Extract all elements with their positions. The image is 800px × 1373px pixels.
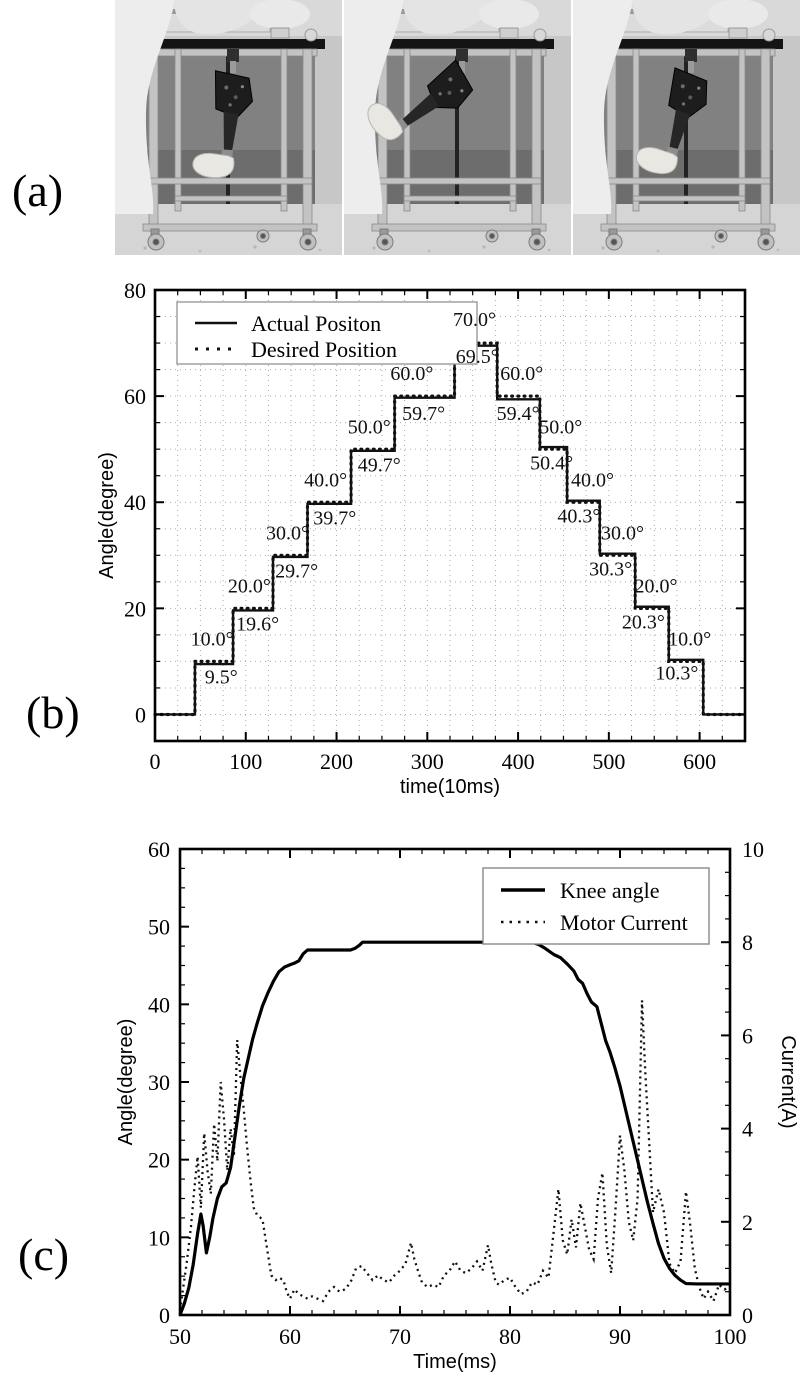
chart-text: 10.0° <box>190 628 234 651</box>
rig-knob <box>763 29 775 41</box>
chart-text: 4 <box>742 1116 753 1142</box>
chart-text: 40 <box>124 490 146 516</box>
chart-text: 39.7° <box>313 507 357 530</box>
chart-text: 9.5° <box>204 666 238 689</box>
chart-text: 100 <box>229 749 263 774</box>
chart-text: 60 <box>148 837 170 862</box>
chart-text: 60 <box>124 384 146 410</box>
chart-text: 0 <box>742 1303 753 1328</box>
chart-text: 10.3° <box>655 662 699 685</box>
chart-text: 40.0° <box>304 469 348 492</box>
panel-c-label: (c) <box>18 1229 70 1280</box>
chart-text: 20 <box>124 596 146 622</box>
chart-text: 80 <box>499 1324 521 1349</box>
rig-controller <box>500 28 518 38</box>
table-top <box>595 39 783 49</box>
chart-text: 70 <box>389 1324 411 1349</box>
chart-text: 0 <box>159 1303 170 1328</box>
chart-text: 30.0° <box>266 522 310 545</box>
chart-text: 60 <box>279 1324 301 1349</box>
photo-frame-1 <box>115 0 342 255</box>
mount-clamp <box>685 49 697 62</box>
chart-text: 20.0° <box>227 575 271 598</box>
chart-text: 69.5° <box>455 346 499 369</box>
chart-text: 50.0° <box>539 416 583 439</box>
table-top <box>366 39 554 49</box>
chart-text: 10 <box>742 837 764 862</box>
chart-text: 0 <box>135 702 146 728</box>
chart-text: 40.0° <box>571 469 615 492</box>
chart-text: 29.7° <box>275 560 319 583</box>
knee-angle-current-chart <box>90 830 800 1373</box>
rig-controller <box>271 28 289 38</box>
chart-text: 10 <box>148 1225 170 1251</box>
legend-actual-label: Actual Positon <box>251 311 382 336</box>
chart-text: 300 <box>410 749 444 774</box>
chart-text: 600 <box>683 749 717 774</box>
rig-controller <box>729 28 747 38</box>
mount-clamp <box>456 49 468 62</box>
motor-current-line <box>180 1000 730 1310</box>
chart-text: 50 <box>169 1324 191 1349</box>
chart-text: 40 <box>148 992 170 1018</box>
chart-text: 6 <box>742 1023 753 1049</box>
chart-text: 90 <box>609 1324 631 1349</box>
photo-frame-3 <box>573 0 800 255</box>
chart-text: 59.4° <box>496 402 540 425</box>
chart-text: 500 <box>592 749 626 774</box>
chart-text: 2 <box>742 1209 753 1235</box>
knee-angle-line <box>180 942 730 1315</box>
y-axis-label: Angle(degree) <box>96 452 118 579</box>
chart-text: 19.6° <box>236 613 280 636</box>
chart-text: 200 <box>320 749 354 774</box>
legend <box>177 302 477 364</box>
chart-text: 20.0° <box>634 575 678 598</box>
chart-text: 20.3° <box>621 611 665 634</box>
chart-text: 30.3° <box>589 558 633 581</box>
rig-knob <box>534 29 546 41</box>
chart-text: 80 <box>124 283 146 303</box>
chart-text: 70.0° <box>453 309 497 332</box>
legend-desired-label: Desired Position <box>251 337 398 362</box>
mount-clamp <box>227 49 239 62</box>
chart-text: 20 <box>148 1147 170 1173</box>
rig-knob <box>305 29 317 41</box>
position-tracking-chart <box>85 283 755 803</box>
step-annotations <box>191 309 711 689</box>
x-axis-label: Time(ms) <box>413 1351 497 1373</box>
legend-knee-angle-label: Knee angle <box>560 878 660 903</box>
table-top <box>137 39 325 49</box>
chart-text: 10.0° <box>668 628 712 651</box>
chart-text: 50 <box>148 914 170 940</box>
panel-b-label: (b) <box>26 687 80 738</box>
photo-sequence <box>115 0 800 255</box>
chart-text: 100 <box>713 1324 747 1349</box>
chart-text: 30 <box>148 1070 170 1095</box>
chart-text: 60.0° <box>390 363 434 386</box>
chart-text: 59.7° <box>402 402 446 425</box>
mount-rod <box>230 61 236 73</box>
chart-text: 49.7° <box>357 454 401 477</box>
left-y-axis-label: Angle(degree) <box>115 1018 137 1146</box>
chart-text: 60.0° <box>500 363 544 386</box>
chart-text: 400 <box>501 749 535 774</box>
chart-text: 50.0° <box>347 416 391 439</box>
chart-text: 0 <box>149 749 161 774</box>
mount-rod <box>688 61 694 73</box>
chart-text: 30.0° <box>600 522 644 545</box>
photo-frame-2 <box>344 0 571 255</box>
right-y-axis-label: Current(A) <box>777 1035 799 1129</box>
x-axis-label: time(10ms) <box>399 776 501 798</box>
legend <box>483 868 709 944</box>
chart-text: 50.4° <box>530 452 574 475</box>
panel-a-label: (a) <box>12 165 64 216</box>
chart-text: 8 <box>742 930 753 956</box>
chart-text: 40.3° <box>557 505 601 528</box>
legend-motor-current-label: Motor Current <box>560 910 688 935</box>
